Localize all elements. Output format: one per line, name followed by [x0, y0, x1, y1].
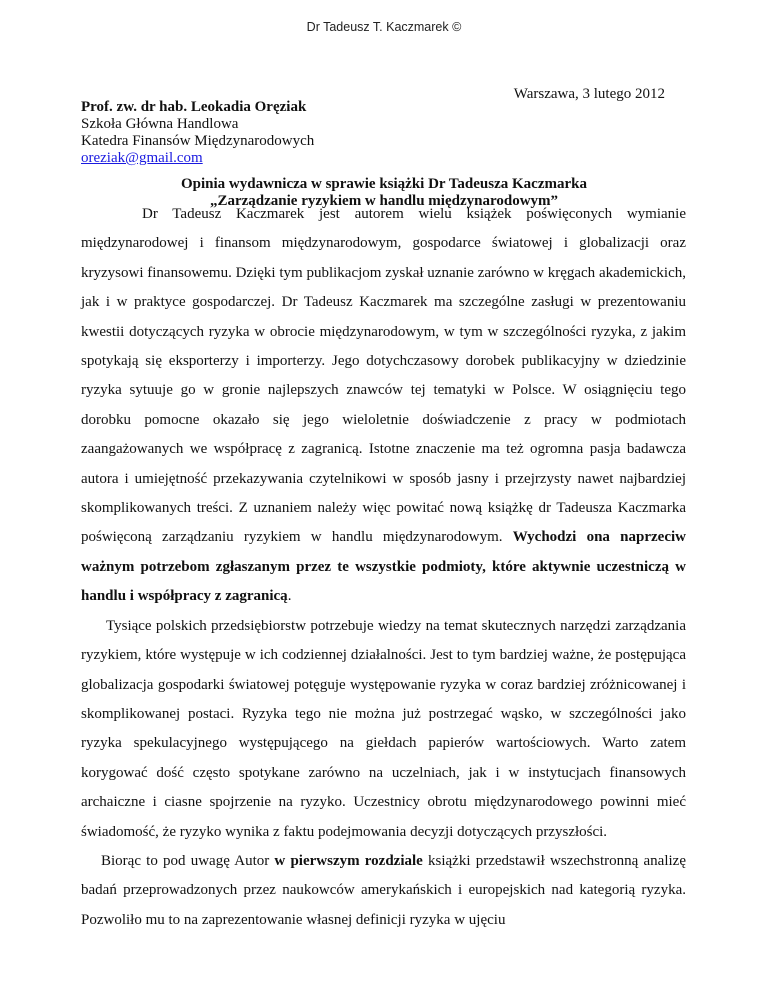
paragraph-3-start: Biorąc to pod uwagę Autor [101, 852, 275, 869]
sender-address [81, 99, 314, 167]
paragraph-1-end: . [287, 588, 292, 605]
sender-department: Katedra Finansów Międzynarodowych [81, 133, 315, 149]
paragraph-3-rest: książki przedstawił wszechstronną analizę badań przeprowadzonych przez naukowców amerykańskich i europejskich nad kategorią ryzyka. Pozwoliło mu to na zaprezentowanie własnej definicji ryzyka w ujęciu [81, 852, 686, 928]
paragraph-3 [81, 847, 686, 935]
running-head: Dr Tadeusz T. Kaczmarek © [306, 20, 462, 34]
paragraph-1-text: Dr Tadeusz Kaczmarek jest autorem wielu książek poświęconych wymianie międzynarodowej i finansom międzynarodowym, gospodarce światowej i globalizacji oraz kryzysowi finansowemu. Dzięki tym publikacjom zyskał uznanie zarówno w kręgach akademickich, jak i w praktyce gospodarczej. Dr Tadeusz Kaczmarek ma szczególne zasługi w prezentowaniu kwestii dotyczących ryzyka w obrocie międzynarodowym, w tym w szczególności ryzyka, z jakim spotykają się eksporterzy i importerzy. Jego dotychczasowy dorobek publikacyjny w dziedzinie ryzyka sytuuje go w gronie najlepszych znawców tej tematyki w Polsce. W osiągnięciu tego dorobku pomocne okazało się jego wieloletnie doświadczenie z pracy w podmiotach zaangażowanych we współpracę z zagranicą. Istotne znaczenie ma też ogromna pasja badawcza autora i umiejętność przekazywania czytelnikowi w sposób jasny i przejrzysty nawet najbardziej skomplikowanych treści. Z uznaniem należy więc powitać nową książkę dr Tadeusza Kaczmarka poświęconą zarządzaniu ryzykiem w handlu międzynarodowym. [81, 206, 686, 546]
sender-name: Prof. zw. dr hab. Leokadia Oręziak [81, 99, 307, 115]
sender-school: Szkoła Główna Handlowa [81, 116, 239, 132]
paragraph-2: Tysiące polskich przedsiębiorstw potrzebuje wiedzy na temat skutecznych narzędzi zarządzania ryzykiem, które występuje w ich codziennej działalności. Jest to tym bardziej ważne, że postępująca globalizacja gospodarki światowej potęguje występowanie ryzyka w coraz bardziej zróżnicowanej i skomplikowanej postaci. Ryzyka tego nie można już postrzegać wąsko, w szczególności jako ryzyka spekulacyjnego występującego na giełdach papierów wartościowych. Warto zatem korygować dość często spotykane zarówno na uczelniach, jak i w instytucjach finansowych archaiczne i ciasne spojrzenie na ryzyko. Uczestnicy obrotu międzynarodowego powinni mieć świadomość, że ryzyko wynika z faktu podejmowania decyzji dotyczących przyszłości. [81, 617, 686, 840]
title-line-2: „Zarządzanie ryzykiem w handlu międzynarodowym” [209, 193, 559, 209]
sender-email-link[interactable]: oreziak@gmail.com [81, 150, 203, 166]
letter-date: Warszawa, 3 lutego 2012 [513, 86, 665, 102]
title-line-1: Opinia wydawnicza w sprawie książki Dr Tadeusza Kaczmarka [180, 176, 587, 192]
paragraph-1-bold: Wychodzi ona naprzeciw ważnym potrzebom zgłaszanym przez te wszystkie podmioty, które aktywnie uczestniczą w handlu i współpracy z zagranicą [81, 529, 686, 605]
document-body [81, 200, 686, 935]
paragraph-1 [81, 200, 686, 612]
paragraph-3-bold: w pierwszym rozdziale [274, 852, 423, 869]
